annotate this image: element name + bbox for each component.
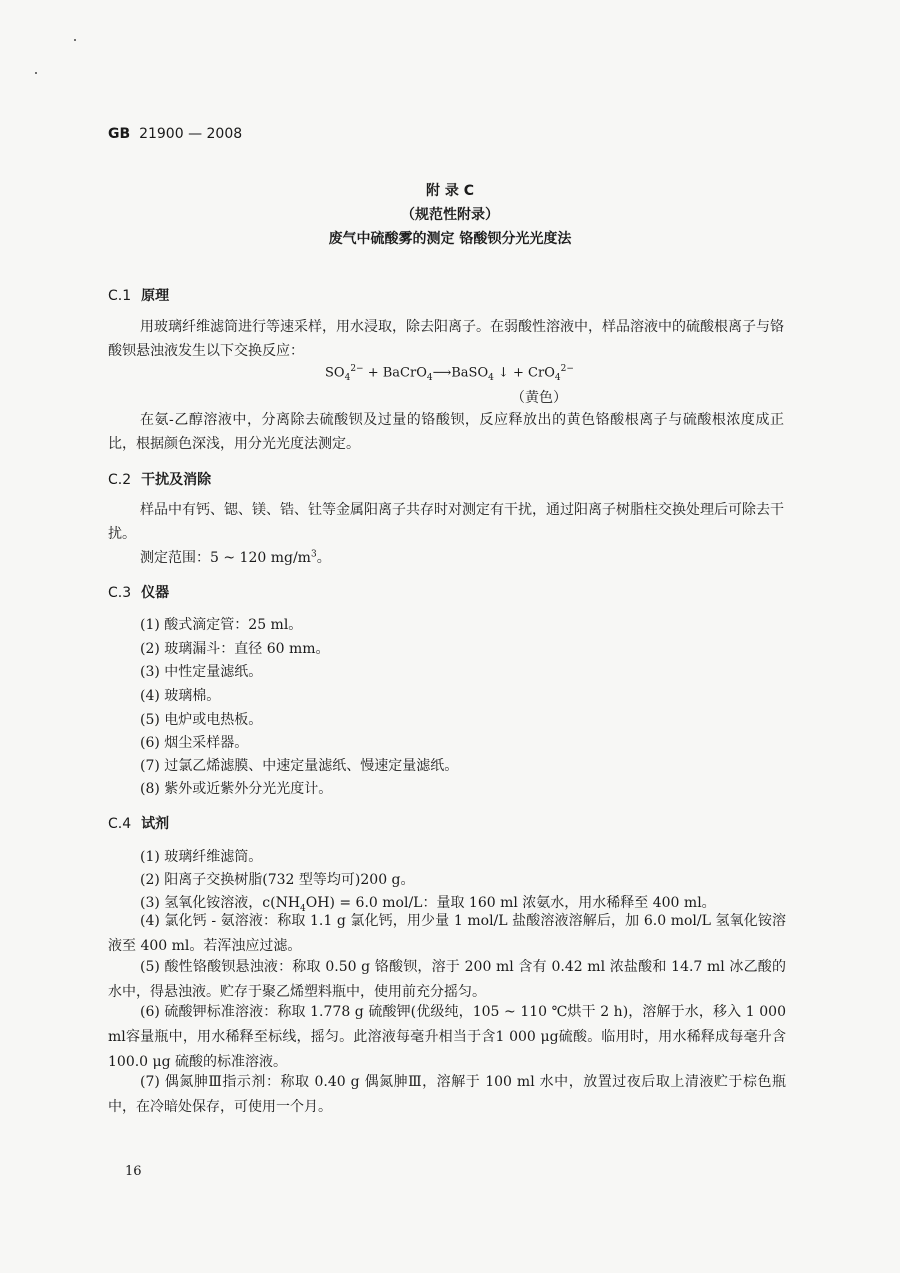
standard-code [108, 126, 242, 142]
list-item: (3) 中性定量滤纸。 [140, 664, 263, 680]
range-text: 测定范围：5 ~ 120 mg/m [140, 550, 311, 566]
section-c4-heading [108, 813, 169, 833]
list-item: (5) 电炉或电热板。 [140, 712, 263, 728]
section-c2-heading [108, 469, 211, 489]
eq-sub: 4 [426, 372, 433, 383]
reagent-text: (3) 氢氧化铵溶液，c(NH [140, 895, 301, 911]
reagent-item-7: (7) 偶氮胂Ⅲ指示剂：称取 0.40 g 偶氮胂Ⅲ，溶解于 100 ml 水中，放置过夜后取上清液贮于棕色瓶中，在冷暗处保存，可使用一个月。 [108, 1074, 786, 1115]
scan-speck [35, 72, 37, 74]
precipitate-arrow: ↓ [493, 365, 514, 381]
eq-sub: 4 [344, 372, 351, 383]
section-number: C.4 [108, 816, 132, 832]
section-title: 干扰及消除 [141, 472, 212, 488]
range-unit-exponent: 3 [310, 549, 317, 560]
eq-term: BaSO [451, 365, 489, 381]
reagent-text: OH) = 6.0 mol/L：量取 160 ml 浓氨水，用水稀释至 400 ml。 [305, 895, 716, 911]
standard-number: 21900 — 2008 [139, 126, 243, 142]
section-number: C.2 [108, 472, 132, 488]
eq-sup: 2− [560, 364, 574, 374]
formula-sub: 4 [300, 903, 306, 914]
section-title: 仪器 [141, 585, 170, 601]
reagent-item-2: (2) 阳离子交换树脂(732 型等均可)200 g。 [140, 872, 415, 888]
gb-label: GB [108, 126, 131, 142]
section-title: 试剂 [141, 816, 170, 832]
reagent-item-5: (5) 酸性铬酸钡悬浊液：称取 0.50 g 铬酸钡，溶于 200 ml 含有 0.42 ml 浓盐酸和 14.7 ml 冰乙酸的水中，得悬浊液。贮存于聚乙烯塑料瓶中，使用前充分摇匀。 [108, 959, 786, 1000]
eq-term: SO [325, 365, 345, 381]
c1-paragraph-2: 在氨-乙醇溶液中，分离除去硫酸钡及过量的铬酸钡，反应释放出的黄色铬酸根离子与硫酸根浓度成正比，根据颜色深浅，用分光光度法测定。 [108, 412, 784, 452]
page-number: 16 [125, 1164, 142, 1179]
list-item: (6) 烟尘采样器。 [140, 735, 249, 751]
list-item: (8) 紫外或近紫外分光光度计。 [140, 781, 333, 797]
chemical-equation [325, 364, 574, 383]
section-number: C.1 [108, 288, 132, 304]
reagent-item-6: (6) 硫酸钾标准溶液：称取 1.778 g 硫酸钾(优级纯，105 ~ 110 ℃烘干 2 h)，溶解于水，移入 1 000 ml容量瓶中，用水稀释至标线，摇匀。此溶液每毫升相当于含1 000 μg硫酸。临用时，用水稀释成每毫升含 100.0 μg 硫酸的标准溶液。 [108, 1004, 786, 1070]
appendix-title: 附 录 C [425, 183, 475, 199]
list-item: (1) 酸式滴定管：25 ml。 [140, 617, 303, 633]
list-item: (7) 过氯乙烯滤膜、中速定量滤纸、慢速定量滤纸。 [140, 758, 459, 774]
measurement-range [140, 547, 331, 567]
range-end: 。 [316, 550, 331, 566]
section-number: C.3 [108, 585, 132, 601]
reaction-arrow: ⟶ [432, 365, 452, 381]
list-item: (2) 玻璃漏斗：直径 60 mm。 [140, 641, 330, 657]
eq-term: + BaCrO [363, 365, 427, 381]
eq-sub: 4 [554, 372, 561, 383]
list-item: (4) 玻璃棉。 [140, 688, 221, 704]
scan-speck [74, 39, 76, 41]
appendix-subtitle: （规范性附录） [401, 207, 499, 223]
section-title: 原理 [141, 288, 170, 304]
eq-term: + CrO [513, 365, 555, 381]
section-c1-heading [108, 285, 169, 305]
yellow-note: （黄色） [511, 390, 567, 406]
c1-paragraph-1: 用玻璃纤维滤筒进行等速采样，用水浸取，除去阳离子。在弱酸性溶液中，样品溶液中的硫酸根离子与铬酸钡悬浊液发生以下交换反应： [108, 319, 784, 359]
section-c3-heading [108, 582, 169, 602]
eq-sup: 2− [350, 364, 364, 374]
eq-sub: 4 [488, 372, 494, 383]
reagent-item-1: (1) 玻璃纤维滤筒。 [140, 849, 263, 865]
appendix-heading: 废气中硫酸雾的测定 铬酸钡分光光度法 [328, 231, 572, 247]
reagent-item-4: (4) 氯化钙 - 氨溶液：称取 1.1 g 氯化钙，用少量 1 mol/L 盐酸溶液溶解后，加 6.0 mol/L 氢氧化铵溶液至 400 ml。若浑浊应过滤。 [108, 913, 786, 954]
c2-paragraph-1: 样品中有钙、锶、镁、锆、钍等金属阳离子共存时对测定有干扰，通过阳离子树脂柱交换处理后可除去干扰。 [108, 502, 784, 542]
